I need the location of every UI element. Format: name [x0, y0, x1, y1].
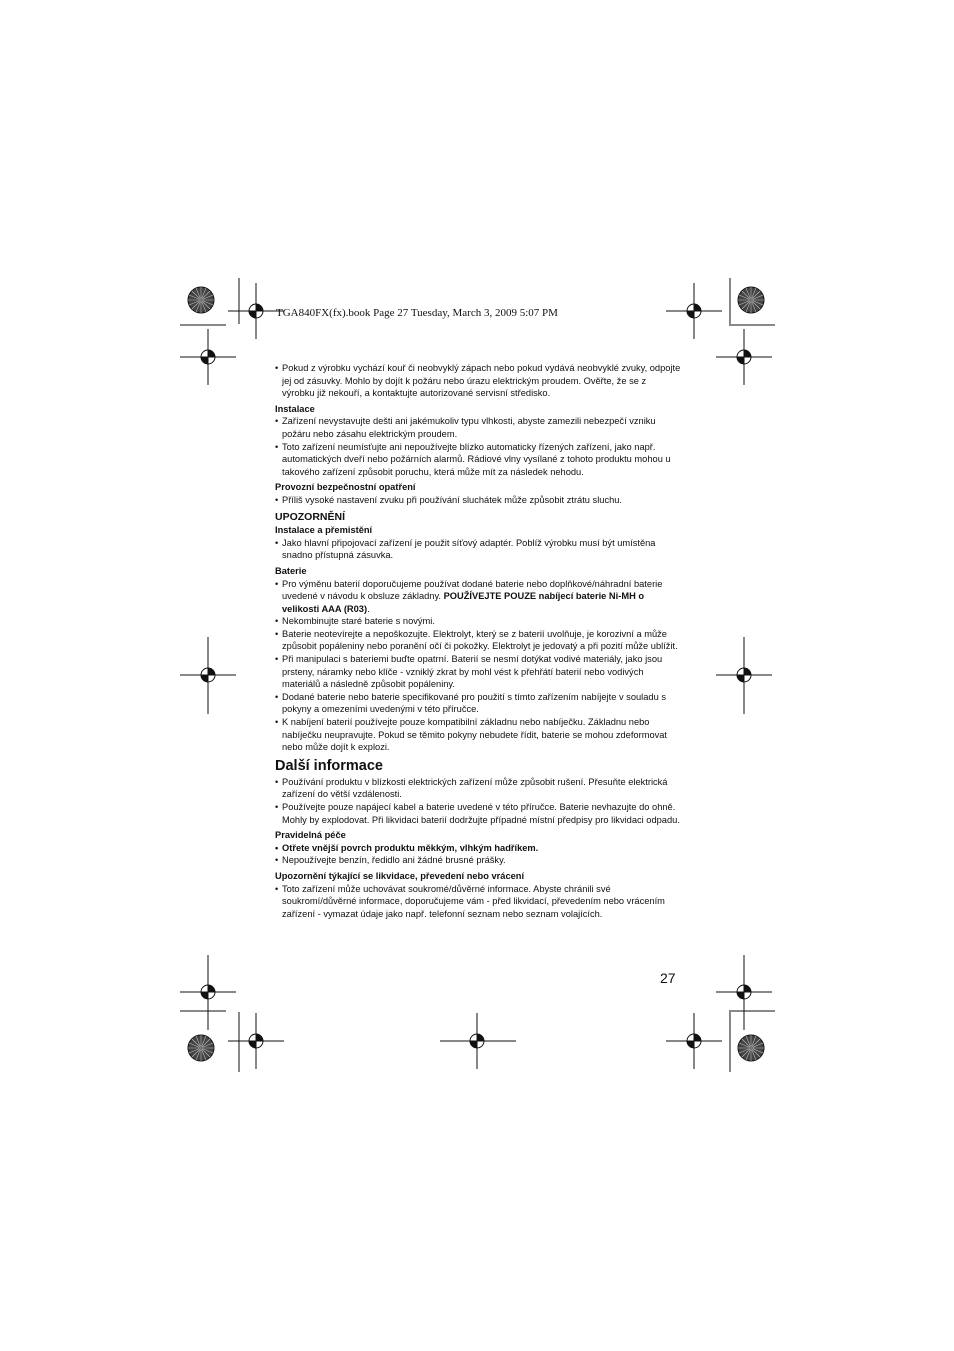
- star-target-icon: [738, 1035, 764, 1061]
- registration-mark-icon: [228, 1013, 284, 1069]
- caution-title: UPOZORNĚNÍ: [275, 510, 346, 523]
- list-item: • Zařízení nevystavujte dešti ani jakémukoliv typu vlhkosti, abyste zamezili nebezpečí vzniku požáru nebo zásahu elektrickým proudem.: [275, 415, 681, 440]
- heading-instalace: Instalace: [275, 403, 315, 414]
- registration-mark-icon: [666, 1013, 722, 1069]
- heading-likvidace: Upozornění týkající se likvidace, převedení nebo vrácení: [275, 870, 525, 881]
- list-item: • Toto zařízení neumísťujte ani nepoužívejte blízko automaticky řízených zařízení, jako např. automatických dveří nebo požárních alarmů. Rádiové vlny vysílané z tohoto produktu mohou u takového zařízení způsobit poruchu, která může mít za následek nehodu.: [275, 441, 681, 479]
- heading-baterie: Baterie: [275, 565, 307, 576]
- list-item: • Při manipulaci s bateriemi buďte opatrní. Baterií se nesmí dotýkat vodivé materiály, jako jsou prsteny, náramky nebo klíče - vzniklý zkrat by mohl vést k přehřátí baterií nebo vodivých materiálů a následně způsobit popáleniny.: [275, 653, 681, 691]
- list-item: • Používání produktu v blízkosti elektrických zařízení může způsobit rušení. Přesuňte elektrická zařízení do větší vzdálenosti.: [275, 776, 681, 801]
- page-content: [275, 362, 681, 920]
- registration-mark-icon: [716, 329, 772, 385]
- heading-pravidelna-pece: Pravidelná péče: [275, 830, 346, 841]
- list-item: • Toto zařízení může uchovávat soukromé/důvěrné informace. Abyste chránili své soukromí/důvěrné informace, doporučujeme vám - před likvidací, převedením nebo vrácením zařízení - vymazat údaje jako např. telefonní seznam nebo seznam volajících.: [275, 883, 681, 921]
- heading-provozni: Provozní bezpečnostní opatření: [275, 482, 416, 493]
- list-item: • Dodané baterie nebo baterie specifikované pro použití s tímto zařízením nabíjejte v souladu s pokyny a omezeními uvedenými v této příručce.: [275, 691, 681, 716]
- list-item: • K nabíjení baterií používejte pouze kompatibilní základnu nebo nabíječku. Základnu nebo nabíječku neupravujte. Pokud se těmito pokyny nebudete řídit, baterie se mohou zdeformovat nebo může dojít k explozi.: [275, 716, 681, 754]
- list-item: • Baterie neotevírejte a nepoškozujte. Elektrolyt, který se z baterií uvolňuje, je korozivní a může způsobit popáleniny nebo poranění očí či pokožky. Elektrolyt je jedovatý a při pozití může ublížit.: [275, 628, 681, 653]
- page-number: 27: [660, 970, 676, 986]
- registration-mark-icon: [180, 329, 236, 385]
- star-target-icon: [188, 287, 214, 313]
- list-item: • Jako hlavní připojovací zařízení je použit síťový adaptér. Poblíž výrobku musí být umístěna snadno přístupná zásuvka.: [275, 537, 681, 562]
- battery-text: Pro výměnu baterií doporučujeme používat dodané baterie nebo doplňkové/náhradní baterie uvedené v návodu k obsluze základny.: [282, 578, 663, 602]
- bullet-smoke-warning: • Pokud z výrobku vychází kouř či neobvyklý zápach nebo pokud vydává neobvyklé zvuky, odpojte jej od zásuvky. Mohlo by dojít k požáru nebo úrazu elektrickým proudem. Ověřte, že se z výrobku již nekouří, a kontaktujte autorizované servisní středisko.: [275, 362, 681, 400]
- heading-instalace-premisteni: Instalace a přemistění: [275, 525, 373, 536]
- star-target-icon: [738, 287, 764, 313]
- list-item: • Příliš vysoké nastavení zvuku při používání sluchátek může způsobit ztrátu sluchu.: [275, 494, 681, 507]
- list-item: • Používejte pouze napájecí kabel a baterie uvedené v této příručce. Baterie nevhazujte do ohně. Mohly by explodovat. Při likvidaci baterií dodržujte případné místní předpisy pro likvidaci odpadu.: [275, 801, 681, 826]
- list-item: • Nekombinujte staré baterie s novými.: [275, 615, 681, 628]
- section-title-dalsi-informace: Další informace: [275, 757, 383, 774]
- list-item: • Nepoužívejte benzín, ředidlo ani žádné brusné prášky.: [275, 854, 681, 867]
- list-item: • Otřete vnější povrch produktu měkkým, vlhkým hadříkem.: [275, 842, 681, 855]
- battery-text-end: .: [367, 603, 370, 614]
- battery-bold-text: POUŽÍVEJTE POUZE nabíjecí baterie Ni-MH o velikosti AAA (R03): [282, 591, 645, 614]
- registration-mark-icon: [666, 283, 722, 339]
- star-target-icon: [188, 1035, 214, 1061]
- list-item: [275, 578, 681, 616]
- book-header: TGA840FX(fx).book Page 27 Tuesday, March 3, 2009 5:07 PM: [276, 307, 558, 319]
